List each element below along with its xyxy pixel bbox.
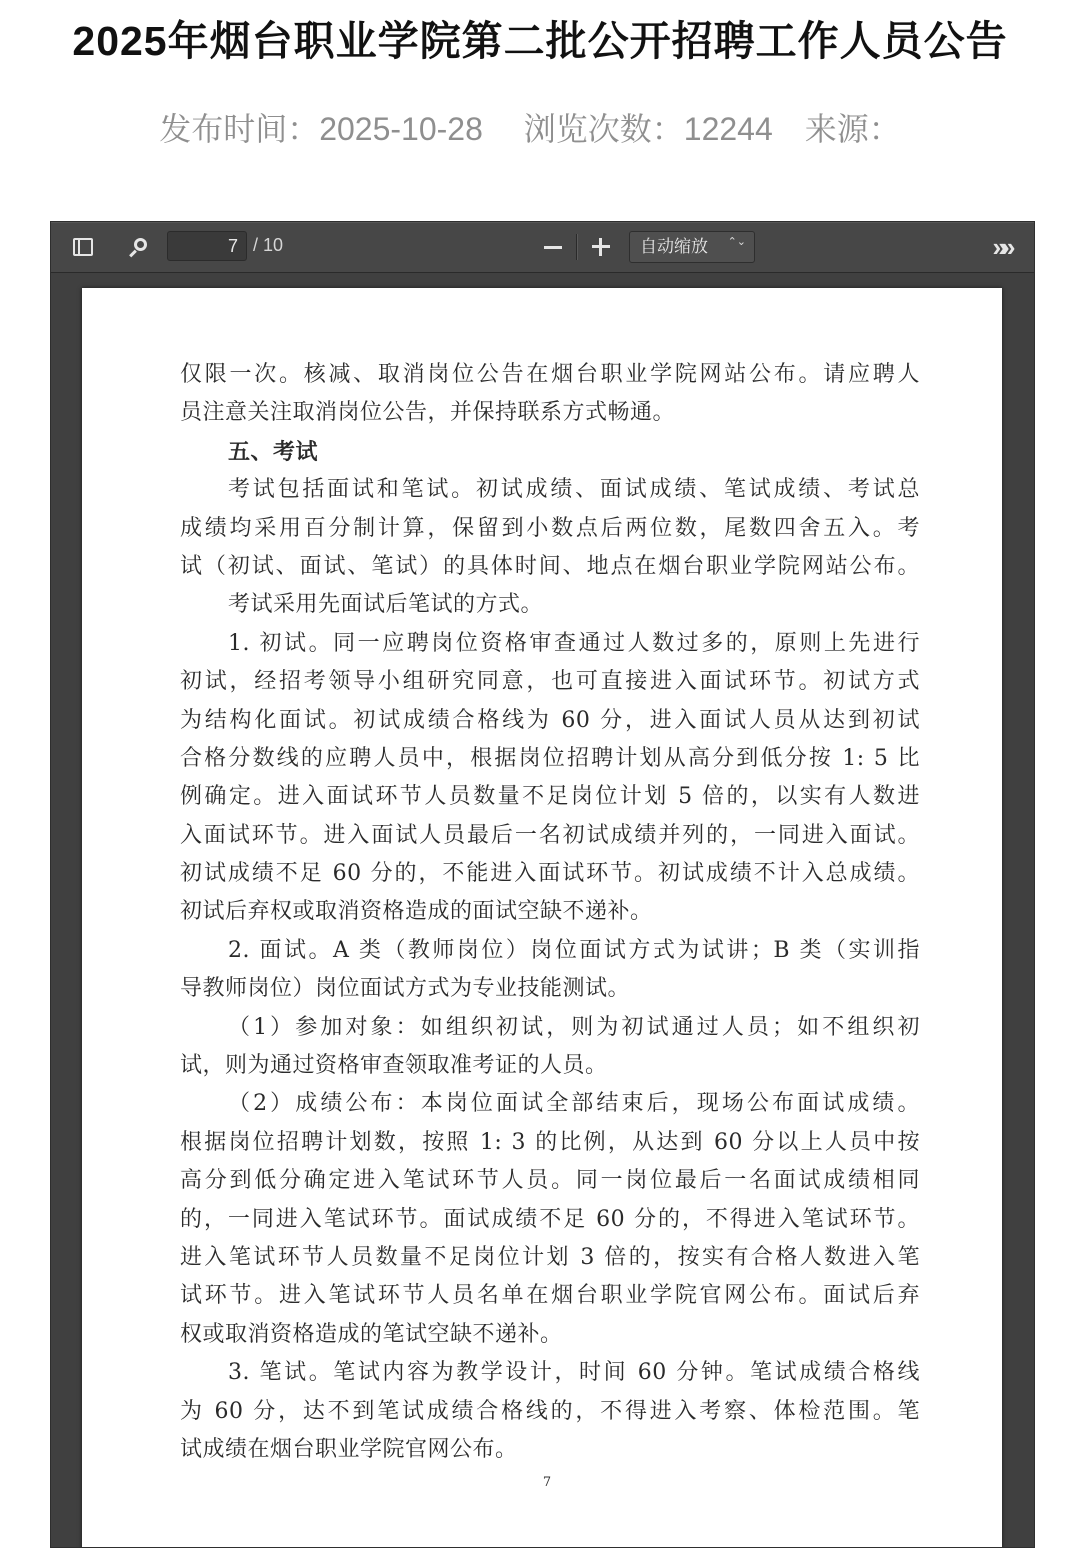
updown-arrows-icon: ⌃⌄ xyxy=(727,236,746,248)
text-line: 仅限一次。核减、取消岗位公告在烟台职业学院网站公布。请应聘人 xyxy=(180,362,920,387)
text-line: 试成绩在烟台职业学院官网公布。 xyxy=(180,1436,518,1462)
view-count: 浏览次数：12244 xyxy=(523,111,773,147)
text-line: 初试后弃权或取消资格造成的面试空缺不递补。 xyxy=(180,899,653,925)
text-line: 成绩均采用百分制计算，保留到小数点后两位数，尾数四舍五入。考 xyxy=(180,515,920,541)
zoom-in-button[interactable] xyxy=(589,232,613,262)
section-heading: 五、考试 xyxy=(228,438,319,465)
zoom-out-button[interactable] xyxy=(541,232,565,262)
tools-button[interactable]: » » xyxy=(992,231,1010,262)
text-line: 为 60 分，达不到笔试成绩合格线的，不得进入考察、体检范围。笔 xyxy=(180,1398,920,1424)
text-line: 权或取消资格造成的笔试空缺不递补。 xyxy=(180,1321,563,1347)
text-line: 为结构化面试。初试成绩合格线为 60 分，进入面试人员从达到初试 xyxy=(180,707,920,733)
sidebar-icon xyxy=(73,238,93,256)
zoom-select-value: 自动缩放 xyxy=(640,237,708,256)
plus-icon xyxy=(592,238,610,256)
text-line: 初试，经招考领导小组研究同意，也可直接进入面试环节。初试方式 xyxy=(180,669,920,695)
text-line: 试（初试、面试、笔试）的具体时间、地点在烟台职业学院网站公布。 xyxy=(180,553,920,579)
text-line: （1）参加对象：如组织初试，则为初试通过人员；如不组织初 xyxy=(228,1014,920,1040)
text-line: 试，则为通过资格审查领取准考证的人员。 xyxy=(180,1053,608,1079)
text-line: 入面试环节。进入面试人员最后一名初试成绩并列的，一同进入面试。 xyxy=(180,822,920,848)
minus-icon xyxy=(544,246,562,249)
pdf-page xyxy=(82,288,1002,1548)
source-label: 来源： xyxy=(804,111,901,147)
find-button[interactable] xyxy=(123,232,151,262)
text-line: 根据岗位招聘计划数，按照 1: 3 的比例，从达到 60 分以上人员中按 xyxy=(180,1129,920,1155)
text-line: 考试采用先面试后笔试的方式。 xyxy=(228,592,544,618)
text-line: 例确定。进入面试环节人员数量不足岗位计划 5 倍的，以实有人数进 xyxy=(180,784,920,810)
page-number-input[interactable]: 7 xyxy=(167,231,247,261)
page-footer-number: 7 xyxy=(542,1475,552,1490)
text-line: 1. 初试。同一应聘岗位资格审查通过人数过多的，原则上先进行 xyxy=(228,630,920,656)
article-title: 2025年烟台职业学院第二批公开招聘工作人员公告 xyxy=(72,18,1008,64)
text-line: 考试包括面试和笔试。初试成绩、面试成绩、笔试成绩、考试总 xyxy=(228,477,920,503)
text-line: （2）成绩公布：本岗位面试全部结束后，现场公布面试成绩。 xyxy=(228,1091,920,1117)
article-meta xyxy=(0,104,1060,150)
pdf-toolbar xyxy=(51,222,1034,273)
pdf-viewer xyxy=(50,221,1035,1548)
text-line: 合格分数线的应聘人员中，根据岗位招聘计划从高分到低分按 1: 5 比 xyxy=(180,745,920,771)
search-icon xyxy=(134,238,147,251)
toolbar-divider xyxy=(576,234,577,260)
text-line: 导教师岗位）岗位面试方式为专业技能测试。 xyxy=(180,976,631,1002)
text-line: 的，一同进入笔试环节。面试成绩不足 60 分的，不得进入笔试环节。 xyxy=(180,1206,920,1232)
text-line: 高分到低分确定进入笔试环节人员。同一岗位最后一名面试成绩相同 xyxy=(180,1168,920,1194)
text-line: 2. 面试。A 类（教师岗位）岗位面试方式为试讲；B 类（实训指 xyxy=(228,937,920,963)
text-line: 3. 笔试。笔试内容为教学设计，时间 60 分钟。笔试成绩合格线 xyxy=(228,1360,920,1386)
zoom-select[interactable] xyxy=(629,231,755,263)
page-text xyxy=(180,356,920,1469)
page-count: / 10 xyxy=(253,235,284,255)
text-line: 试环节。进入笔试环节人员名单在烟台职业学院官网公布。面试后弃 xyxy=(180,1283,920,1309)
publish-time: 发布时间：2025-10-28 xyxy=(159,111,483,147)
text-line: 进入笔试环节人员数量不足岗位计划 3 倍的，按实有合格人数进入笔 xyxy=(180,1244,920,1270)
text-line: 员注意关注取消岗位公告，并保持联系方式畅通。 xyxy=(180,400,676,426)
text-line: 初试成绩不足 60 分的，不能进入面试环节。初试成绩不计入总成绩。 xyxy=(180,861,920,887)
sidebar-toggle-button[interactable] xyxy=(69,232,97,262)
double-chevron-right-icon: » xyxy=(992,231,1001,262)
